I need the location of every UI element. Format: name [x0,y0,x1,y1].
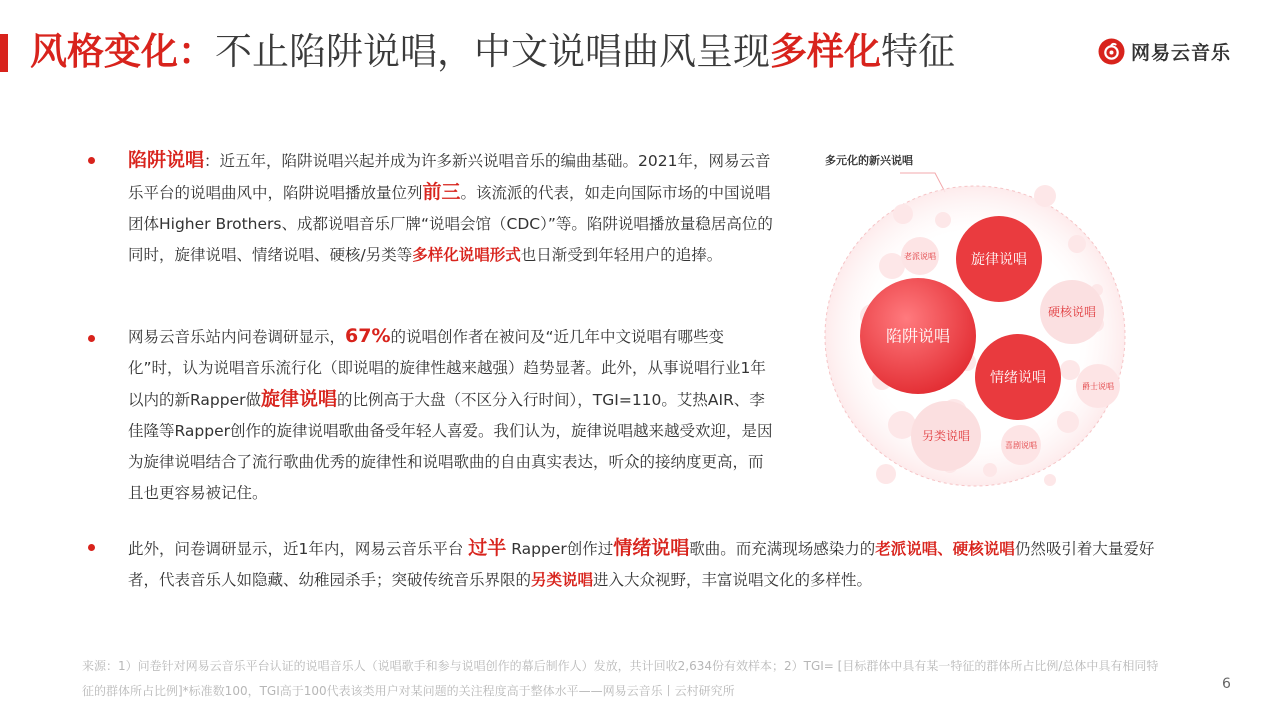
decorative-dot [1060,360,1080,380]
paragraph-text: 歌曲。而充满现场感染力的 [689,540,876,558]
paragraph-text: 此外，问卷调研显示，近1年内，网易云音乐平台 [128,540,469,558]
emphasis-text: 另类说唱 [531,571,594,589]
page-number: 6 [1222,676,1231,692]
paragraph-text: 网易云音乐站内问卷调研显示， [128,328,346,346]
paragraph-text: Rapper创作过 [506,540,614,558]
decorative-dot [983,463,997,477]
bullet-marker-2 [88,335,95,342]
decorative-dot [1044,474,1056,486]
decorative-dot [1068,235,1086,253]
brand-name: 网易云音乐 [1131,42,1232,64]
paragraph-text: ：近五年，陷阱说唱兴起并成为许多新兴说唱音乐的编曲基础。2021年，网易云音乐平台的说唱曲风中，陷阱说唱播放量位列 [128,152,771,202]
bullet-paragraph-emotional [128,533,1168,596]
brand-logo [1098,38,1231,65]
paragraph-text: 的比例高于大盘（不区分入行时间），TGI=110。艾热AIR、李佳隆等Rapper创作的旋律说唱歌曲备受年轻人喜爱。我们认为，旋律说唱越来越受欢迎，是因为旋律说唱结合了流行歌曲优秀的旋律性和说唱歌曲的自由真实表达，听众的接纳度更高，而且也更容易被记住。 [128,391,773,502]
emphasis-text: 67% [345,325,391,347]
emphasis-text: 前三 [422,181,461,203]
netease-music-icon [1098,38,1125,65]
bubble-label: 旋律说唱 [971,251,1027,268]
emphasis-text: 旋律说唱 [261,388,338,410]
title-text-1: 不止陷阱说唱，中文说唱曲风呈现 [215,30,770,73]
bubble-label: 陷阱说唱 [885,326,951,346]
emphasis-text: 陷阱说唱 [128,149,205,171]
diagram-title: 多元化的新兴说唱 [825,154,913,167]
bubble-diagram [800,140,1200,500]
bubble-label: 另类说唱 [921,429,971,444]
bubble-label: 情绪说唱 [990,369,1046,386]
bullet-marker-3 [88,544,95,551]
decorative-dot [1034,185,1056,207]
paragraph-text: 。该流派的代表，如走向国际市场的中国说唱团体Higher Brothers、成都说唱音乐厂牌“说唱会馆（CDC）”等。陷阱说唱播放量稳居高位的同时，旋律说唱、情绪说唱、硬核/另类等 [128,184,773,264]
bubble-label: 爵士说唱 [1082,381,1114,391]
title-highlight: 多样化 [770,30,881,73]
source-footnote: 来源：1）问卷针对网易云音乐平台认证的说唱音乐人（说唱歌手和参与说唱创作的幕后制作人）发放，共计回收2,634份有效样本；2）TGI= [目标群体中具有某一特征的群体所占比例/总体中具有相同特征的群体所占比例]*标准数100，TGI高于100代表该类用户对某问题的关注程度高于整体水平——网易云音乐丨云村研究所 [82,659,1159,698]
decorative-dot [876,464,896,484]
bullet-marker-1 [88,157,95,164]
emphasis-text: 情绪说唱 [613,537,690,559]
paragraph-text: 也日渐受到年轻用户的追捧。 [520,246,723,264]
title-emphasis: 风格变化： [30,30,215,73]
bullet-paragraph-melodic [128,321,778,509]
callout-line [900,173,945,192]
paragraph-text: 的说唱创作者在被问及“近几年中文说唱有哪些变化”时，认为说唱音乐流行化（即说唱的旋律性越来越强）趋势显著。此外，从事说唱行业1年以内的新Rapper做 [128,328,766,409]
page-title [30,28,955,76]
paragraph-text: 进入大众视野，丰富说唱文化的多样性。 [593,571,873,589]
bubble-label: 喜剧说唱 [1005,440,1037,450]
emphasis-text: 过半 [468,537,507,559]
decorative-dot [1057,411,1079,433]
decorative-dot [935,212,951,228]
paragraph-text: 仍然吸引着大量爱好者，代表音乐人如隐藏、幼稚园杀手；突破传统音乐界限的 [128,540,1155,589]
emphasis-text: 老派说唱、硬核说唱 [875,540,1015,558]
bullet-paragraph-trap [128,145,778,271]
title-accent-bar [0,34,8,72]
decorative-dot [893,204,913,224]
bubble-label: 硬核说唱 [1047,305,1097,320]
emphasis-text: 多样化说唱形式 [412,246,521,264]
bubble-label: 老派说唱 [904,251,936,261]
title-text-2: 特征 [881,30,955,73]
